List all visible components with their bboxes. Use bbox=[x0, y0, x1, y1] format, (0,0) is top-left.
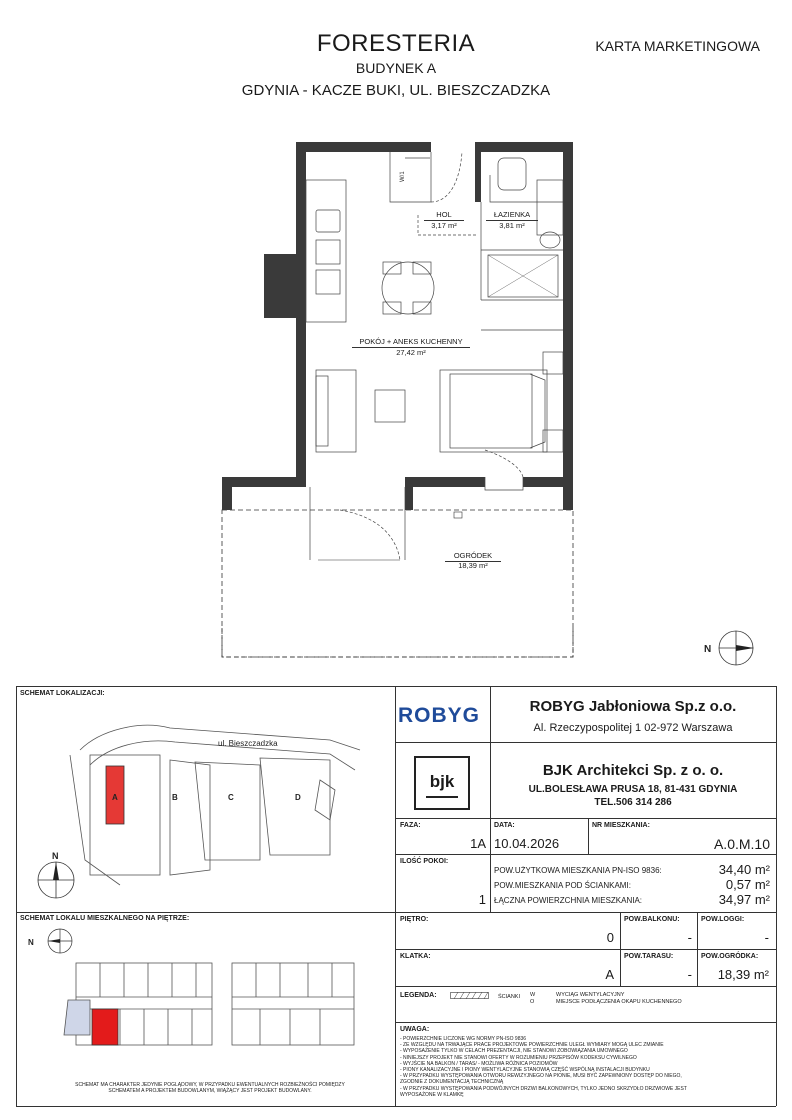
room-lazienka-name: ŁAZIENKA bbox=[486, 210, 538, 221]
room-pokoj-name: POKÓJ + ANEKS KUCHENNY bbox=[352, 337, 470, 348]
nr-label: NR MIESZKANIA: bbox=[592, 822, 650, 829]
nr-value: A.0.M.10 bbox=[713, 836, 770, 852]
ogrodek-label: POW.OGRÓDKA: bbox=[701, 953, 759, 960]
pu-value: 34,40 m² bbox=[718, 862, 770, 877]
room-hol-area: 3,17 m² bbox=[431, 221, 457, 230]
floor-schema-map bbox=[20, 925, 390, 1050]
north-arrow-main bbox=[704, 631, 754, 665]
project-address: GDYNIA - KACZE BUKI, UL. BIESZCZADZKA bbox=[241, 82, 551, 99]
klatka-label: KLATKA: bbox=[400, 953, 431, 960]
legend-vent-o-text: MIEJSCE PODŁĄCZENIA OKAPU KUCHENNEGO bbox=[556, 999, 682, 1005]
loggia-value: - bbox=[764, 930, 769, 945]
street-label: ul. Bieszczadzka bbox=[218, 739, 278, 748]
pu-label: POW.UŻYTKOWA MIESZKANIA PN-ISO 9836: bbox=[494, 866, 662, 875]
legend-vent-w-code: W bbox=[530, 992, 536, 998]
card-type: KARTA MARKETINGOWA bbox=[595, 38, 760, 54]
room-ogrodek-area: 18,39 m² bbox=[458, 561, 488, 570]
balkon-label: POW.BALKONU: bbox=[624, 916, 680, 923]
location-title: SCHEMAT LOKALIZACJI: bbox=[20, 690, 105, 697]
project-title: FORESTERIA bbox=[316, 30, 476, 57]
north-arrow-floor bbox=[28, 929, 72, 953]
developer-address: Al. Rzeczypospolitej 1 02-972 Warszawa bbox=[533, 722, 733, 734]
taras-value: - bbox=[687, 967, 692, 982]
data-label: DATA: bbox=[494, 822, 515, 829]
pl-label: ŁĄCZNA POWIERZCHNIA MIESZKANIA: bbox=[494, 896, 643, 905]
loggia-label: POW.LOGGI: bbox=[701, 916, 745, 923]
building-name: BUDYNEK A bbox=[355, 60, 437, 76]
architect-name: BJK Architekci Sp. z o. o. bbox=[542, 762, 724, 779]
building-b-label: B bbox=[172, 793, 178, 802]
ps-label: POW.MIESZKANIA POD ŚCIANKAMI: bbox=[494, 881, 631, 890]
notes-list: - POWIERZCHNIE LICZONE WG NORMY PN-ISO 9836 - ZE WZGLĘDU NA TRWAJĄCE PRACE PROJEKTOWE POWIERZCHNIE ULEGŁ WYMIARY MOGĄ ULEC ZMIANIE - WYPOSAŻENIE TYLKO W CELACH PREZENTACJI, NIE STANOWI ZOBOWIĄZANIA UMOWNEGO - NINIEJSZY PROJEKT NIE STANOWI OFERTY W ROZUMIENIU PRZEPISÓW KODEKSU CYWILNEGO - WYJŚCIE NA BALKON / TARAS/ - MOŻLIWA RÓŻNICA POZIOMÓW - PIONY KANALIZACYJNE I PIONY WENTYLACYJNE STANOWIĄ CZĘŚĆ WSPÓLNĄ INSTALACJI BUDYNKU - W PRZYPADKU WYSTĘPOWANIA OTWORU REWIZYJNEGO NA PIONIE, MUSI BYĆ ZAPEWNIONY DOSTĘP DO NIEGO, ZGODNIE Z DOKUMENTACJĄ TECHNICZNĄ - W PRZYPADKU WYSTĘPOWANIA PODWÓJNYCH DRZWI BALKONOWYCH, TYLKO JEDNO SKRZYDŁO DRZWIOWE JEST WYPOSAŻONE W KLAMKĘ bbox=[400, 1036, 687, 1098]
balkon-value: - bbox=[687, 930, 692, 945]
room-hol-name: HOL bbox=[424, 210, 464, 221]
pietro-value: 0 bbox=[606, 930, 614, 945]
north-arrow-location bbox=[30, 848, 90, 908]
floor-schema-title: SCHEMAT LOKALU MIESZKALNEGO NA PIĘTRZE: bbox=[20, 915, 190, 922]
developer-name: ROBYG Jabłoniowa Sp.z o.o. bbox=[529, 698, 737, 715]
building-d-label: D bbox=[295, 793, 301, 802]
garden-outline bbox=[222, 510, 573, 657]
legend-walls: ŚCIANKI bbox=[498, 994, 521, 1000]
walls-hatch-icon bbox=[450, 992, 490, 1000]
schema-disclaimer: SCHEMAT MA CHARAKTER JEDYNIE POGLĄDOWY, W PRZYPADKU EWENTUALNYCH ROZBIEŻNOŚCI POMIĘDZY SCHEMATEM A PROJEKTEM BUDOWLANYM, WIĄŻĄCY JEST PROJEKT BUDOWLANY. bbox=[75, 1082, 345, 1095]
notes-label: UWAGA: bbox=[400, 1026, 430, 1033]
faza-label: FAZA: bbox=[400, 822, 421, 829]
legend-vent-w-text: WYCIĄG WENTYLACYJNY bbox=[556, 992, 625, 998]
room-ogrodek-name: OGRÓDEK bbox=[445, 551, 501, 562]
ogrodek-value: 18,39 m² bbox=[717, 967, 769, 982]
architect-phone: TEL.506 314 286 bbox=[594, 797, 672, 808]
pietro-label: PIĘTRO: bbox=[400, 916, 429, 923]
svg-text:N: N bbox=[52, 851, 59, 861]
pokoje-label: ILOŚĆ POKOI: bbox=[400, 858, 449, 865]
floor-plan bbox=[0, 120, 792, 680]
taras-label: POW.TARASU: bbox=[624, 953, 674, 960]
legend-vent-o-code: O bbox=[530, 999, 535, 1005]
room-lazienka-area: 3,81 m² bbox=[499, 221, 525, 230]
room-pokoj-area: 27,42 m² bbox=[396, 348, 426, 357]
building-c-label: C bbox=[228, 793, 234, 802]
pl-value: 34,97 m² bbox=[718, 892, 770, 907]
faza-value: 1A bbox=[470, 836, 486, 851]
data-value: 10.04.2026 bbox=[494, 836, 560, 851]
robyg-logo: ROBYG bbox=[398, 704, 481, 727]
north-label: N bbox=[704, 644, 712, 655]
architect-address: UL.BOLESŁAWA PRUSA 18, 81-431 GDYNIA bbox=[528, 784, 738, 795]
svg-text:N: N bbox=[28, 938, 34, 947]
pokoje-value: 1 bbox=[478, 892, 486, 907]
legend-label: LEGENDA: bbox=[400, 992, 437, 999]
vent-label: W/1 bbox=[400, 171, 406, 182]
walls bbox=[222, 142, 573, 510]
klatka-value: A bbox=[605, 967, 614, 982]
bjk-logo: bjk bbox=[414, 756, 470, 810]
building-a-label: A bbox=[112, 793, 118, 802]
ps-value: 0,57 m² bbox=[725, 877, 770, 892]
